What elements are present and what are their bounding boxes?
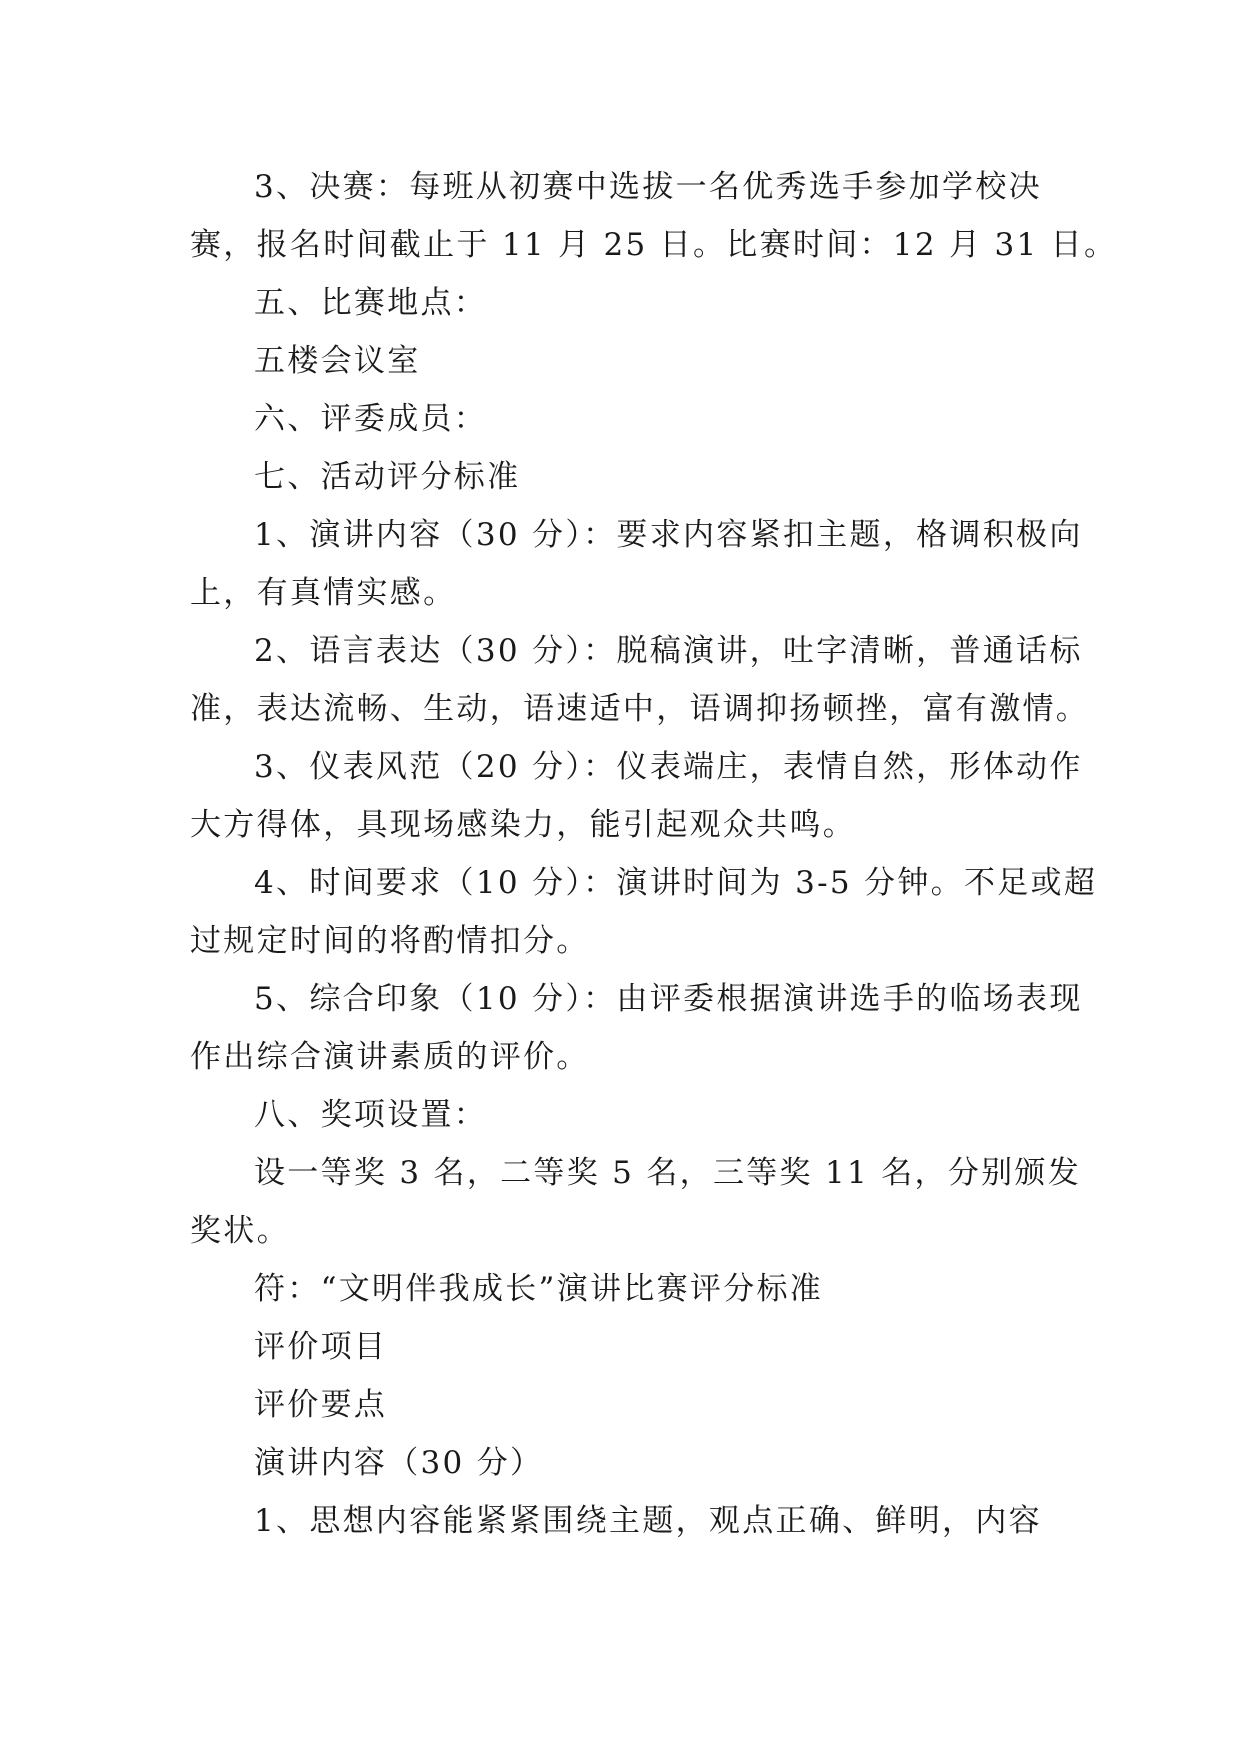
criterion-language: 2、语言表达（30 分）：脱稿演讲，吐字清晰，普通话标 [254,633,1083,669]
table-row-content: 演讲内容（30 分） [254,1445,544,1481]
heading-judges: 六、评委成员： [254,401,488,437]
document-body [190,158,1118,1550]
criterion-impression: 5、综合印象（10 分）：由评委根据演讲选手的临场表现 [254,981,1083,1017]
venue-text: 五楼会议室 [254,343,421,379]
heading-scoring: 七、活动评分标准 [254,459,521,495]
criterion-impression-cont: 作出综合演讲素质的评价。 [190,1039,590,1075]
paragraph-final-round: 3、决赛：每班从初赛中选拔一名优秀选手参加学校决 [254,169,1042,205]
criterion-content-cont: 上，有真情实感。 [190,575,457,611]
awards-text: 设一等奖 3 名，二等奖 5 名，三等奖 11 名，分别颁发 [254,1155,1082,1191]
table-row-content-point-1: 1、思想内容能紧紧围绕主题，观点正确、鲜明，内容 [254,1503,1042,1539]
criterion-time: 4、时间要求（10 分）：演讲时间为 3-5 分钟。不足或超 [254,865,1098,901]
heading-awards: 八、奖项设置： [254,1097,488,1133]
criterion-appearance-cont: 大方得体，具现场感染力，能引起观众共鸣。 [190,807,856,843]
table-header-points: 评价要点 [254,1387,388,1423]
criterion-language-cont: 准，表达流畅、生动，语速适中，语调抑扬顿挫，富有激情。 [190,691,1090,727]
heading-venue: 五、比赛地点： [254,285,488,321]
criterion-appearance: 3、仪表风范（20 分）：仪表端庄，表情自然，形体动作 [254,749,1083,785]
criterion-time-cont: 过规定时间的将酌情扣分。 [190,923,590,959]
table-header-item: 评价项目 [254,1329,388,1365]
criterion-content: 1、演讲内容（30 分）：要求内容紧扣主题，格调积极向 [254,517,1083,553]
awards-text-cont: 奖状。 [190,1213,290,1249]
appendix-title: 符：“文明伴我成长”演讲比赛评分标准 [254,1271,824,1307]
paragraph-final-round-cont: 赛，报名时间截止于 11 月 25 日。比赛时间：12 月 31 日。 [190,227,1118,263]
